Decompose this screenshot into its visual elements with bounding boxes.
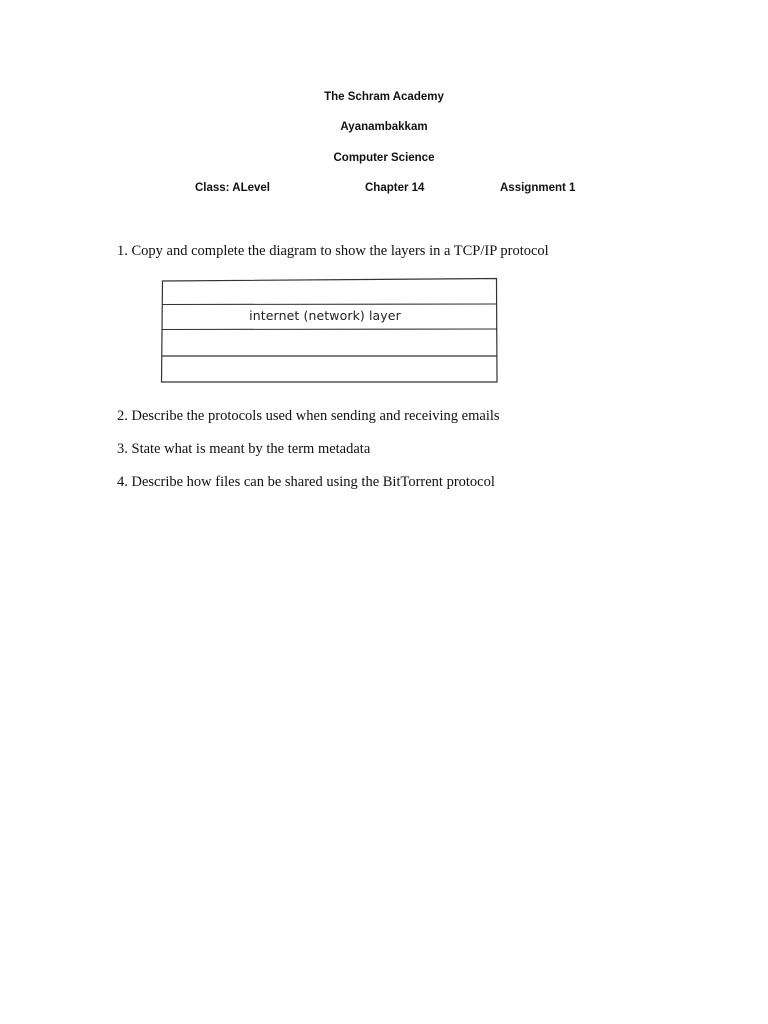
question-3: 3. State what is meant by the term metadata — [117, 441, 371, 457]
question-4: 4. Describe how files can be shared using the BitTorrent protocol — [117, 474, 495, 490]
layer-divider-1 — [162, 304, 497, 305]
layer-internet-label: internet (network) layer — [249, 308, 401, 323]
assignment-label: Assignment 1 — [500, 182, 576, 194]
question-1: 1. Copy and complete the diagram to show the layers in a TCP/IP protocol — [117, 243, 549, 259]
chapter-label: Chapter 14 — [365, 182, 425, 194]
subject-title: Computer Science — [333, 152, 435, 164]
tcp-ip-layer-diagram — [160, 277, 498, 383]
layer-divider-2 — [162, 329, 497, 330]
layer-diagram-svg — [160, 277, 498, 383]
question-2: 2. Describe the protocols used when sending and receiving emails — [117, 408, 500, 424]
diagram-outer-border — [162, 279, 498, 383]
school-name: The Schram Academy — [324, 91, 444, 103]
school-location: Ayanambakkam — [340, 121, 428, 133]
class-label: Class: ALevel — [195, 182, 270, 194]
